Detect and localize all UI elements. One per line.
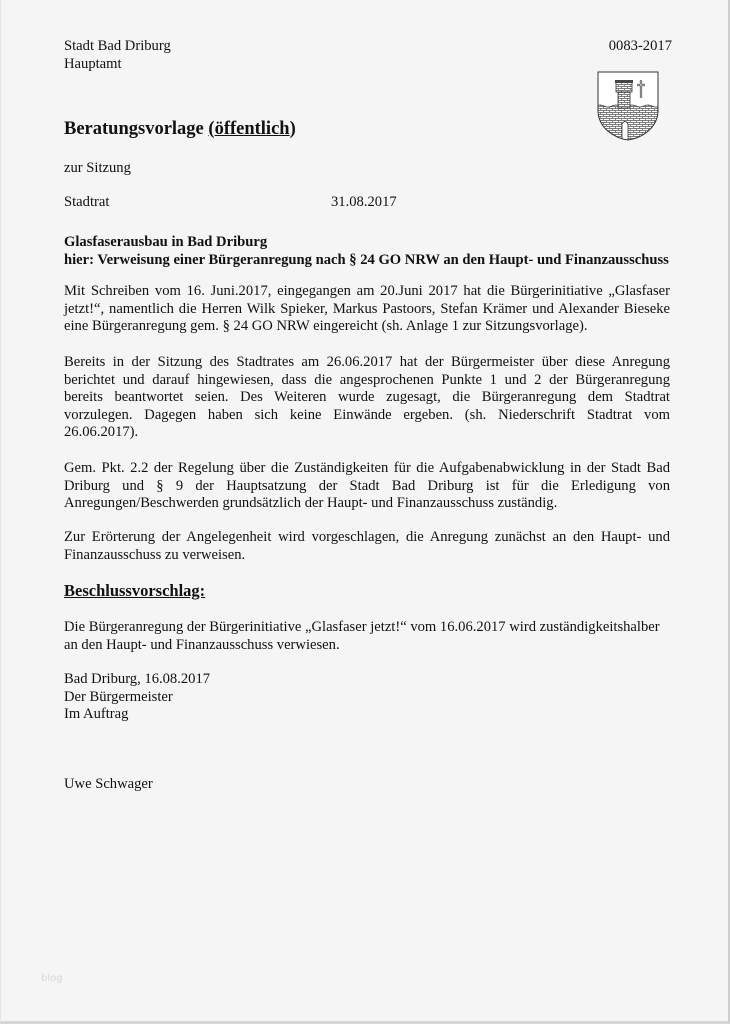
resolution-heading: Beschlussvorschlag:	[64, 581, 206, 600]
subject-title: Glasfaserausbau in Bad Driburg	[64, 234, 268, 250]
resolution-text: Die Bürgeranregung der Bürgerinitiative „Glasfaser jetzt!“ vom 16.06.2017 wird zuständigkeitshalber an den Haupt- und Finanzausschuss verwiesen.	[64, 619, 660, 653]
paragraph-1: Mit Schreiben vom 16. Juni.2017, eingegangen am 20.Juni 2017 hat die Bürgerinitiative „Glasfaser jetzt!“, namentlich die Herren Wilk Spieker, Markus Pastoors, Stefan Krämer und Alexander Bieseke eine Bürgeranregung gem. § 24 GO NRW eingereicht (sh. Anlage 1 zur Sitzungsvorlage).	[64, 283, 670, 335]
paragraph-3: Gem. Pkt. 2.2 der Regelung über die Zuständigkeiten für die Aufgabenabwicklung in der Stadt Bad Driburg und § 9 der Hauptsatzung der Stadt Bad Driburg ist für die Erledigung von Anregungen/Beschwerden grundsätzlich der Haupt- und Finanzausschuss zuständig.	[64, 460, 670, 512]
subject	[64, 234, 669, 269]
page-title: Beratungsvorlage (öffentlich)	[64, 119, 296, 139]
document-number: 0083-2017	[608, 38, 672, 54]
meeting-label: zur Sitzung	[64, 160, 131, 176]
coat-of-arms-icon	[596, 70, 660, 142]
meeting-body: Stadtrat	[64, 194, 110, 210]
signature-block	[64, 671, 210, 724]
signer-role: Der Bürgermeister	[64, 688, 173, 705]
place-date: Bad Driburg, 16.08.2017	[64, 671, 211, 687]
signer-name: Uwe Schwager	[64, 776, 153, 792]
paragraph-2: Bereits in der Sitzung des Stadtrates am 26.06.2017 hat der Bürgermeister über diese Anregung berichtet und darauf hingewiesen, dass die angesprochenen Punkte 1 und 2 der Bürgeranregung bereits beantwortet seien. Des Weiteren wurde zugesagt, die Bürgeranregung dem Stadtrat vorzulegen. Dagegen haben sich keine Einwände ergeben. (sh. Niederschrift Stadtrat vom 26.06.2017).	[64, 354, 670, 441]
paragraph-4: Zur Erörterung der Angelegenheit wird vorgeschlagen, die Anregung zunächst an den Haupt- und Finanzausschuss zu verweisen.	[64, 529, 670, 563]
subject-detail: hier: Verweisung einer Bürgeranregung nach § 24 GO NRW an den Haupt- und Finanzausschuss	[64, 251, 669, 268]
organization-name: Stadt Bad Driburg	[64, 38, 171, 54]
visibility-label: (öffentlich	[208, 119, 290, 139]
header-left	[64, 38, 171, 73]
watermark: blog	[41, 973, 63, 984]
department-name: Hauptamt	[64, 55, 122, 72]
meeting-date: 31.08.2017	[331, 194, 397, 210]
signer-capacity: Im Auftrag	[64, 706, 129, 723]
